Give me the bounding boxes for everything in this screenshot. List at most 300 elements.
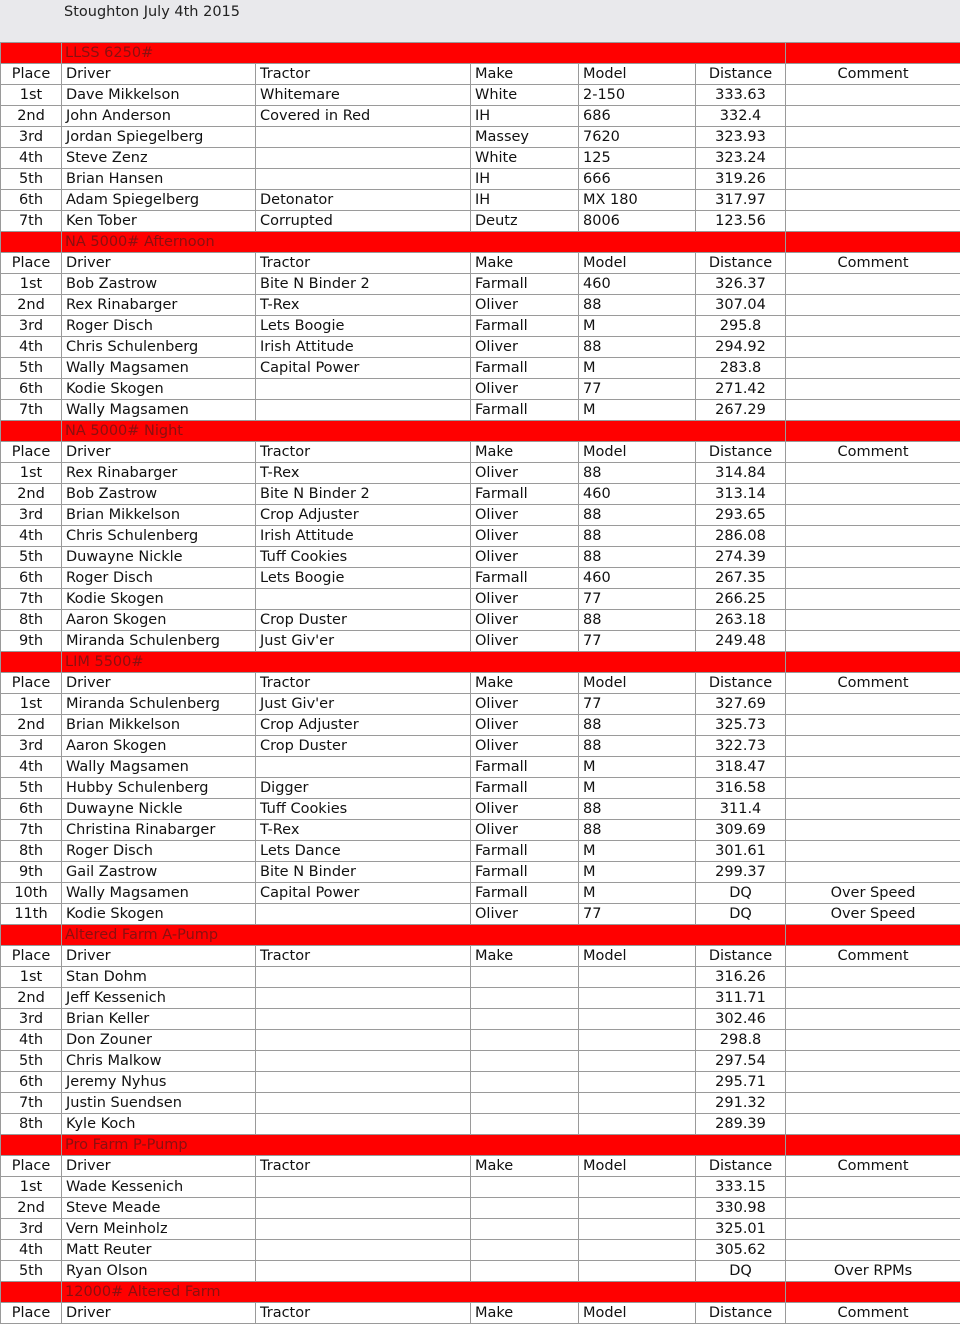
cell-tractor: T-Rex [256, 463, 471, 484]
column-header-distance: Distance [696, 1303, 786, 1324]
column-header-distance: Distance [696, 64, 786, 85]
cell-distance: 263.18 [696, 610, 786, 631]
cell-model: M [579, 883, 696, 904]
cell-driver: Steve Meade [62, 1198, 256, 1219]
column-header-make: Make [471, 673, 579, 694]
cell-distance: 333.63 [696, 85, 786, 106]
cell-place: 1st [1, 274, 62, 295]
column-header-comment: Comment [786, 673, 960, 694]
column-header-comment: Comment [786, 253, 960, 274]
cell-tractor: Digger [256, 778, 471, 799]
cell-model: 460 [579, 568, 696, 589]
cell-driver: Bob Zastrow [62, 484, 256, 505]
cell-model: M [579, 841, 696, 862]
cell-make: Oliver [471, 526, 579, 547]
cell-place: 5th [1, 358, 62, 379]
cell-driver: Wade Kessenich [62, 1177, 256, 1198]
cell-place: 4th [1, 526, 62, 547]
table-row [1, 694, 960, 715]
column-header-place: Place [1, 673, 62, 694]
table-row [1, 715, 960, 736]
cell-model: 460 [579, 484, 696, 505]
cell-make: Farmall [471, 358, 579, 379]
cell-tractor: Bite N Binder 2 [256, 274, 471, 295]
cell-tractor: Whitemare [256, 85, 471, 106]
cell-tractor [256, 1009, 471, 1030]
cell-driver: Wally Magsamen [62, 358, 256, 379]
class-header-spacer [786, 652, 960, 673]
cell-distance: DQ [696, 904, 786, 925]
column-header-place: Place [1, 1156, 62, 1177]
column-header-row [1, 673, 960, 694]
cell-place: 1st [1, 463, 62, 484]
table-row [1, 316, 960, 337]
cell-tractor: Capital Power [256, 883, 471, 904]
cell-driver: Steve Zenz [62, 148, 256, 169]
table-row [1, 778, 960, 799]
column-header-place: Place [1, 253, 62, 274]
cell-distance: 316.58 [696, 778, 786, 799]
cell-comment [786, 505, 960, 526]
cell-place: 10th [1, 883, 62, 904]
cell-tractor [256, 589, 471, 610]
cell-distance: 330.98 [696, 1198, 786, 1219]
class-header-spacer [786, 421, 960, 442]
cell-place: 6th [1, 379, 62, 400]
column-header-row [1, 253, 960, 274]
cell-model: M [579, 778, 696, 799]
column-header-distance: Distance [696, 442, 786, 463]
cell-distance: 311.71 [696, 988, 786, 1009]
table-row [1, 463, 960, 484]
column-header-tractor: Tractor [256, 442, 471, 463]
cell-driver: Brian Hansen [62, 169, 256, 190]
cell-model [579, 1219, 696, 1240]
table-row [1, 85, 960, 106]
cell-distance: 289.39 [696, 1114, 786, 1135]
column-header-driver: Driver [62, 1156, 256, 1177]
cell-tractor [256, 1219, 471, 1240]
table-row [1, 1240, 960, 1261]
cell-place: 4th [1, 148, 62, 169]
cell-place: 2nd [1, 988, 62, 1009]
cell-place: 6th [1, 568, 62, 589]
column-header-distance: Distance [696, 1156, 786, 1177]
cell-place: 7th [1, 400, 62, 421]
table-row [1, 211, 960, 232]
cell-distance: 309.69 [696, 820, 786, 841]
cell-place: 1st [1, 1177, 62, 1198]
cell-place: 4th [1, 1030, 62, 1051]
cell-make [471, 1051, 579, 1072]
cell-distance: 301.61 [696, 841, 786, 862]
cell-distance: 299.37 [696, 862, 786, 883]
cell-distance: 325.73 [696, 715, 786, 736]
cell-driver: Bob Zastrow [62, 274, 256, 295]
cell-tractor [256, 1051, 471, 1072]
cell-tractor: Just Giv'er [256, 631, 471, 652]
table-row [1, 1030, 960, 1051]
cell-make: Oliver [471, 736, 579, 757]
cell-comment [786, 589, 960, 610]
cell-comment [786, 463, 960, 484]
cell-comment [786, 1051, 960, 1072]
cell-tractor [256, 148, 471, 169]
cell-make: Oliver [471, 505, 579, 526]
cell-make: Farmall [471, 883, 579, 904]
cell-make: Farmall [471, 778, 579, 799]
cell-distance: 318.47 [696, 757, 786, 778]
cell-driver: Vern Meinholz [62, 1219, 256, 1240]
column-header-place: Place [1, 64, 62, 85]
cell-distance: 271.42 [696, 379, 786, 400]
cell-distance: 293.65 [696, 505, 786, 526]
cell-place: 3rd [1, 1009, 62, 1030]
cell-distance: 327.69 [696, 694, 786, 715]
cell-comment [786, 547, 960, 568]
cell-comment [786, 568, 960, 589]
cell-make: Farmall [471, 757, 579, 778]
table-row [1, 1219, 960, 1240]
cell-tractor: Detonator [256, 190, 471, 211]
cell-model: 77 [579, 379, 696, 400]
cell-driver: Chris Schulenberg [62, 526, 256, 547]
cell-make: Oliver [471, 379, 579, 400]
cell-distance: 283.8 [696, 358, 786, 379]
cell-driver: Wally Magsamen [62, 400, 256, 421]
cell-tractor [256, 400, 471, 421]
cell-place: 3rd [1, 316, 62, 337]
cell-model [579, 1114, 696, 1135]
cell-place: 4th [1, 1240, 62, 1261]
cell-distance: 323.24 [696, 148, 786, 169]
cell-make: IH [471, 169, 579, 190]
cell-model [579, 1093, 696, 1114]
class-header-spacer [1, 232, 62, 253]
cell-model: 77 [579, 904, 696, 925]
cell-place: 3rd [1, 127, 62, 148]
table-row [1, 1261, 960, 1282]
table-row [1, 988, 960, 1009]
cell-place: 1st [1, 967, 62, 988]
cell-make: Oliver [471, 799, 579, 820]
cell-distance: 317.97 [696, 190, 786, 211]
cell-driver: Brian Mikkelson [62, 505, 256, 526]
cell-make: Oliver [471, 463, 579, 484]
cell-make: Oliver [471, 337, 579, 358]
cell-comment [786, 631, 960, 652]
cell-make: Oliver [471, 295, 579, 316]
cell-make [471, 1114, 579, 1135]
cell-comment [786, 736, 960, 757]
cell-place: 2nd [1, 295, 62, 316]
class-header-spacer [786, 925, 960, 946]
cell-comment [786, 757, 960, 778]
cell-distance: 249.48 [696, 631, 786, 652]
cell-distance: 325.01 [696, 1219, 786, 1240]
cell-distance: 319.26 [696, 169, 786, 190]
cell-driver: Chris Schulenberg [62, 337, 256, 358]
cell-distance: 295.8 [696, 316, 786, 337]
cell-make: Oliver [471, 694, 579, 715]
cell-tractor: Tuff Cookies [256, 547, 471, 568]
cell-place: 5th [1, 547, 62, 568]
cell-make [471, 1009, 579, 1030]
cell-distance: 313.14 [696, 484, 786, 505]
cell-distance: 323.93 [696, 127, 786, 148]
class-title: NA 5000# Afternoon [62, 232, 786, 253]
cell-make: Farmall [471, 316, 579, 337]
cell-tractor [256, 904, 471, 925]
cell-place: 8th [1, 841, 62, 862]
cell-distance: 267.35 [696, 568, 786, 589]
cell-comment [786, 820, 960, 841]
cell-model: 88 [579, 526, 696, 547]
class-title: 12000# Altered Farm [62, 1282, 786, 1303]
cell-comment [786, 715, 960, 736]
cell-tractor: T-Rex [256, 820, 471, 841]
cell-comment [786, 148, 960, 169]
cell-driver: Roger Disch [62, 316, 256, 337]
cell-place: 2nd [1, 484, 62, 505]
cell-tractor [256, 169, 471, 190]
cell-distance: 294.92 [696, 337, 786, 358]
cell-place: 6th [1, 1072, 62, 1093]
cell-model: M [579, 400, 696, 421]
cell-distance: 307.04 [696, 295, 786, 316]
cell-make: Oliver [471, 610, 579, 631]
cell-tractor: Lets Boogie [256, 316, 471, 337]
cell-distance: 266.25 [696, 589, 786, 610]
cell-driver: Miranda Schulenberg [62, 694, 256, 715]
cell-tractor: T-Rex [256, 295, 471, 316]
cell-driver: Kodie Skogen [62, 904, 256, 925]
class-title: LLSS 6250# [62, 43, 786, 64]
column-header-tractor: Tractor [256, 1156, 471, 1177]
cell-make: Oliver [471, 631, 579, 652]
cell-make: Oliver [471, 820, 579, 841]
cell-place: 1st [1, 694, 62, 715]
cell-comment [786, 526, 960, 547]
cell-distance: DQ [696, 1261, 786, 1282]
results-body [1, 43, 960, 1324]
class-header-row [1, 652, 960, 673]
cell-driver: Ken Tober [62, 211, 256, 232]
cell-comment [786, 358, 960, 379]
table-row [1, 379, 960, 400]
cell-driver: Aaron Skogen [62, 610, 256, 631]
column-header-model: Model [579, 253, 696, 274]
cell-comment [786, 1072, 960, 1093]
cell-driver: Aaron Skogen [62, 736, 256, 757]
cell-model: 88 [579, 337, 696, 358]
cell-tractor: Crop Duster [256, 736, 471, 757]
cell-distance: 333.15 [696, 1177, 786, 1198]
cell-distance: 302.46 [696, 1009, 786, 1030]
cell-distance: 297.54 [696, 1051, 786, 1072]
column-header-comment: Comment [786, 1303, 960, 1324]
column-header-driver: Driver [62, 64, 256, 85]
cell-driver: Jeff Kessenich [62, 988, 256, 1009]
cell-driver: Hubby Schulenberg [62, 778, 256, 799]
cell-comment [786, 1093, 960, 1114]
cell-tractor [256, 1072, 471, 1093]
cell-place: 9th [1, 862, 62, 883]
column-header-comment: Comment [786, 442, 960, 463]
cell-distance: 311.4 [696, 799, 786, 820]
cell-make: Farmall [471, 568, 579, 589]
column-header-model: Model [579, 1303, 696, 1324]
cell-model: M [579, 862, 696, 883]
cell-make [471, 1030, 579, 1051]
cell-make [471, 1072, 579, 1093]
cell-place: 3rd [1, 1219, 62, 1240]
column-header-row [1, 1303, 960, 1324]
table-row [1, 505, 960, 526]
cell-tractor [256, 127, 471, 148]
table-row [1, 1093, 960, 1114]
cell-place: 1st [1, 85, 62, 106]
cell-comment [786, 400, 960, 421]
cell-comment [786, 799, 960, 820]
cell-tractor: Bite N Binder 2 [256, 484, 471, 505]
column-header-tractor: Tractor [256, 673, 471, 694]
table-row [1, 736, 960, 757]
class-header-spacer [1, 421, 62, 442]
cell-tractor: Irish Attitude [256, 337, 471, 358]
cell-place: 5th [1, 1051, 62, 1072]
cell-tractor: Tuff Cookies [256, 799, 471, 820]
cell-place: 2nd [1, 106, 62, 127]
cell-comment [786, 379, 960, 400]
cell-model: M [579, 358, 696, 379]
column-header-row [1, 442, 960, 463]
cell-comment [786, 610, 960, 631]
cell-comment [786, 1177, 960, 1198]
cell-model: M [579, 316, 696, 337]
cell-comment [786, 778, 960, 799]
cell-driver: Jordan Spiegelberg [62, 127, 256, 148]
cell-model: 8006 [579, 211, 696, 232]
cell-model [579, 1051, 696, 1072]
cell-driver: John Anderson [62, 106, 256, 127]
table-row [1, 106, 960, 127]
cell-driver: Wally Magsamen [62, 757, 256, 778]
table-row [1, 358, 960, 379]
cell-model: M [579, 757, 696, 778]
table-row [1, 295, 960, 316]
column-header-driver: Driver [62, 442, 256, 463]
column-header-tractor: Tractor [256, 253, 471, 274]
cell-distance: 314.84 [696, 463, 786, 484]
cell-model: 77 [579, 631, 696, 652]
column-header-driver: Driver [62, 253, 256, 274]
column-header-driver: Driver [62, 673, 256, 694]
table-row [1, 148, 960, 169]
column-header-driver: Driver [62, 1303, 256, 1324]
cell-comment [786, 274, 960, 295]
cell-tractor [256, 1093, 471, 1114]
cell-driver: Miranda Schulenberg [62, 631, 256, 652]
cell-driver: Roger Disch [62, 568, 256, 589]
column-header-place: Place [1, 442, 62, 463]
cell-tractor [256, 757, 471, 778]
cell-model: 686 [579, 106, 696, 127]
cell-place: 5th [1, 169, 62, 190]
cell-make [471, 1219, 579, 1240]
cell-driver: Kodie Skogen [62, 379, 256, 400]
cell-place: 4th [1, 757, 62, 778]
class-header-row [1, 925, 960, 946]
cell-tractor [256, 1114, 471, 1135]
cell-model: 460 [579, 274, 696, 295]
cell-driver: Duwayne Nickle [62, 547, 256, 568]
cell-place: 11th [1, 904, 62, 925]
cell-distance: 326.37 [696, 274, 786, 295]
cell-make: Oliver [471, 589, 579, 610]
cell-comment [786, 841, 960, 862]
table-row [1, 400, 960, 421]
results-table [0, 42, 960, 1324]
cell-tractor: Irish Attitude [256, 526, 471, 547]
cell-model [579, 1030, 696, 1051]
column-header-tractor: Tractor [256, 64, 471, 85]
table-row [1, 841, 960, 862]
table-row [1, 127, 960, 148]
class-header-row [1, 1135, 960, 1156]
column-header-place: Place [1, 1303, 62, 1324]
cell-place: 5th [1, 1261, 62, 1282]
column-header-distance: Distance [696, 253, 786, 274]
column-header-comment: Comment [786, 946, 960, 967]
cell-driver: Rex Rinabarger [62, 463, 256, 484]
cell-comment [786, 1009, 960, 1030]
cell-comment [786, 337, 960, 358]
class-header-spacer [1, 1282, 62, 1303]
table-row [1, 547, 960, 568]
table-row [1, 337, 960, 358]
cell-tractor [256, 967, 471, 988]
column-header-comment: Comment [786, 64, 960, 85]
cell-driver: Wally Magsamen [62, 883, 256, 904]
class-header-spacer [1, 43, 62, 64]
cell-make: Farmall [471, 400, 579, 421]
cell-make: Farmall [471, 841, 579, 862]
table-row [1, 757, 960, 778]
cell-place: 7th [1, 211, 62, 232]
cell-tractor [256, 1177, 471, 1198]
cell-driver: Ryan Olson [62, 1261, 256, 1282]
class-header-spacer [786, 1135, 960, 1156]
cell-distance: 322.73 [696, 736, 786, 757]
table-row [1, 820, 960, 841]
cell-comment [786, 694, 960, 715]
cell-comment [786, 106, 960, 127]
cell-driver: Duwayne Nickle [62, 799, 256, 820]
cell-comment [786, 211, 960, 232]
column-header-row [1, 946, 960, 967]
cell-tractor: Crop Duster [256, 610, 471, 631]
cell-tractor [256, 379, 471, 400]
cell-model: 88 [579, 820, 696, 841]
cell-driver: Don Zouner [62, 1030, 256, 1051]
column-header-model: Model [579, 1156, 696, 1177]
cell-make: Deutz [471, 211, 579, 232]
table-row [1, 484, 960, 505]
cell-model: 88 [579, 799, 696, 820]
column-header-model: Model [579, 673, 696, 694]
cell-distance: 295.71 [696, 1072, 786, 1093]
